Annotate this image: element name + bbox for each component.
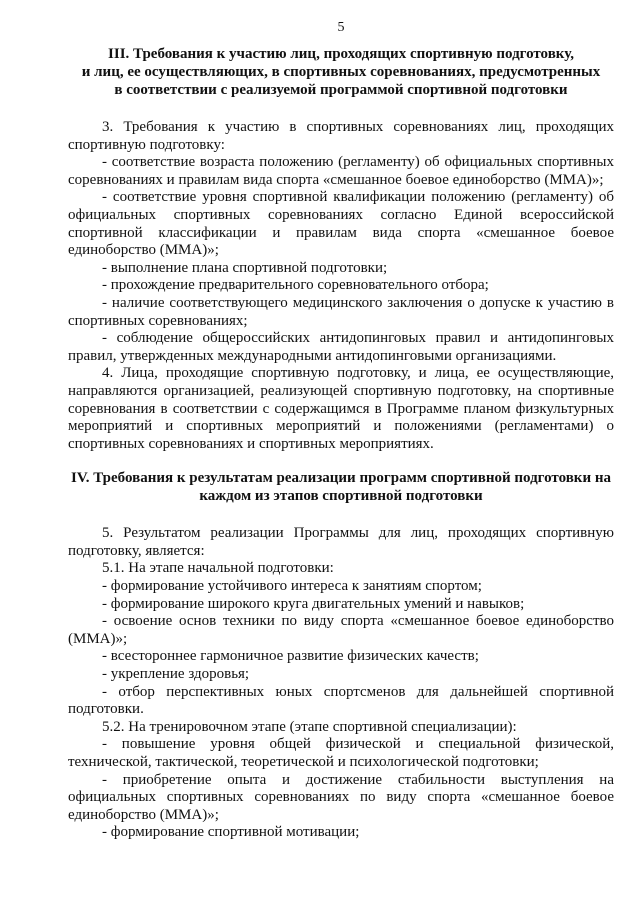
section-3-body (68, 119, 614, 453)
list-item: - формирование спортивной мотивации; (102, 824, 360, 841)
list-item: - освоение основ техники по виду спорта «смешанное боевое единоборство (ММА)»; (68, 613, 614, 647)
list-item: - наличие соответствующего медицинского заключения о допуске к участию в спортивных соревнованиях; (68, 294, 614, 329)
subsection-title-5-1: 5.1. На этапе начальной подготовки: (102, 560, 334, 577)
list-item: - приобретение опыта и достижение стабильности выступления на официальных спортивных соревнованиях по виду спорта «смешанное боевое единоборство (ММА)»; (68, 771, 614, 823)
list-item: - формирование устойчивого интереса к занятиям спортом; (102, 578, 482, 595)
list-item: - выполнение плана спортивной подготовки; (102, 259, 388, 276)
list-item: - формирование широкого круга двигательных умений и навыков; (102, 595, 525, 612)
list-item: - соблюдение общероссийских антидопинговых правил и антидопинговых правил, утвержденных международными антидопинговыми организациями. (68, 330, 614, 364)
page-number: 5 (337, 20, 345, 35)
list-item: - укрепление здоровья; (102, 666, 250, 683)
list-item: - всестороннее гармоничное развитие физических качеств; (102, 648, 479, 665)
section-3-heading-line: и лиц, ее осуществляющих, в спортивных соревнованиях, предусмотренных (81, 64, 601, 80)
section-4-heading (68, 469, 614, 505)
paragraph-item-3: 3. Требования к участию в спортивных соревнованиях лиц, проходящих спортивную подготовку: (68, 119, 614, 153)
section-3-heading-line: в соответствии с реализуемой программой спортивной подготовки (114, 82, 568, 98)
section-4-body (68, 525, 614, 842)
paragraph-item-4: 4. Лица, проходящие спортивную подготовку, и лица, ее осуществляющие, направляются организацией, реализующей спортивную подготовку, на спортивные соревнования в соответствии с содержащимся в Программе планом физкультурных мероприятий и спортивных мероприятий и положениями (регламентами) о спортивных соревнованиях и спортивных мероприятиях. (68, 365, 614, 452)
list-item: - прохождение предварительного соревновательного отбора; (102, 277, 489, 294)
section-3-heading (68, 45, 614, 99)
section-3-heading-line: III. Требования к участию лиц, проходящих спортивную подготовку, (108, 46, 574, 62)
section-4-heading-line: IV. Требования к результатам реализации программ спортивной подготовки на (71, 470, 611, 487)
list-item: - соответствие уровня спортивной квалификации положению (регламенту) об официальных спортивных соревнованиях согласно Единой всероссийской спортивной классификации и правилам вида спорта «смешанное боевое единоборство (ММА)»; (68, 189, 614, 259)
section-4-heading-line: каждом из этапов спортивной подготовки (199, 488, 483, 505)
paragraph-item-5: 5. Результатом реализации Программы для лиц, проходящих спортивную подготовку, является: (68, 525, 614, 559)
list-item: - отбор перспективных юных спортсменов для дальнейшей спортивной подготовки. (68, 683, 614, 718)
list-item: - соответствие возраста положению (регламенту) об официальных спортивных соревнованиях и правилам вида спорта «смешанное боевое единоборство (ММА)»; (68, 154, 614, 188)
subsection-title-5-2: 5.2. На тренировочном этапе (этапе спортивной специализации): (102, 718, 517, 735)
list-item: - повышение уровня общей физической и специальной физической, технической, тактической, теоретической и психологической подготовки; (68, 736, 614, 770)
